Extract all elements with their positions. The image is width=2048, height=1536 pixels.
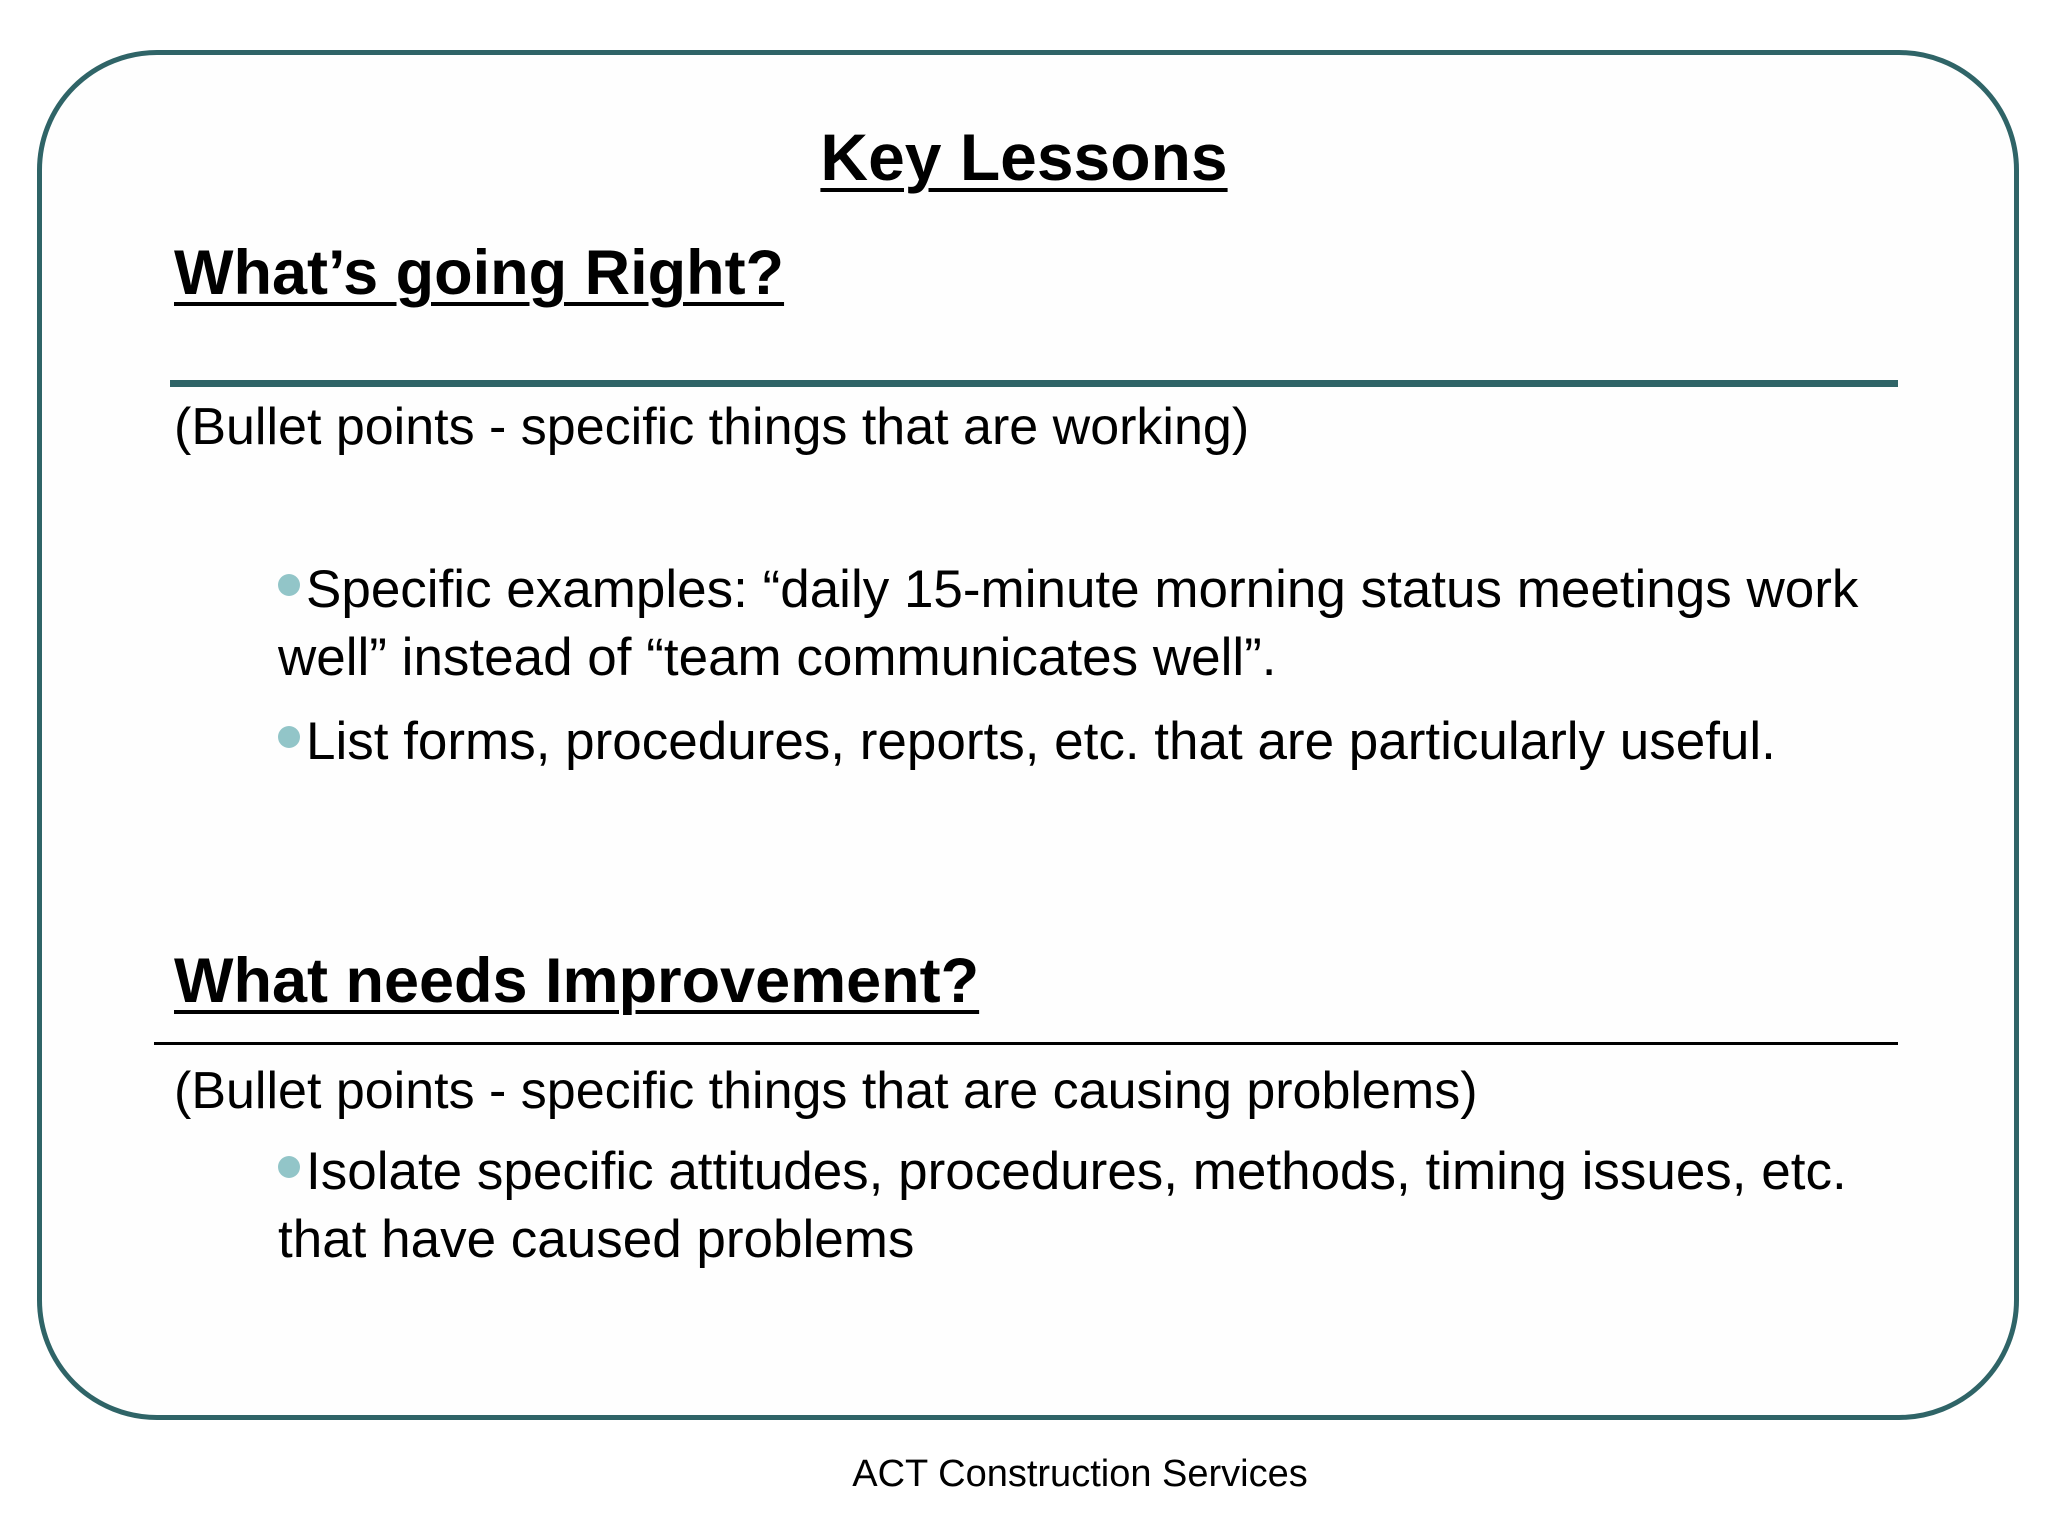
bullet-text: List forms, procedures, reports, etc. that are particularly useful. xyxy=(306,712,1776,771)
bullet-dot-icon xyxy=(278,726,300,748)
bullet-item xyxy=(278,708,1888,776)
section-heading-needs-improvement: What needs Improvement? xyxy=(174,946,980,1016)
bullet-dot-icon xyxy=(278,574,300,596)
bullet-item xyxy=(278,1138,1888,1274)
section-note-problems: (Bullet points - specific things that are causing problems) xyxy=(174,1062,1478,1120)
section-heading-going-right: What’s going Right? xyxy=(174,238,785,308)
bullet-dot-icon xyxy=(278,1156,300,1178)
bullet-text: Specific examples: “daily 15-minute morning status meetings work well” instead of “team communicates well”. xyxy=(278,560,1859,687)
slide-title: Key Lessons xyxy=(820,120,1228,194)
section-note-working: (Bullet points - specific things that are working) xyxy=(174,398,1250,456)
section-divider-thick xyxy=(170,380,1898,387)
section-divider-thin xyxy=(154,1042,1898,1045)
footer-company-name: ACT Construction Services xyxy=(852,1453,1308,1495)
bullet-text: Isolate specific attitudes, procedures, methods, timing issues, etc. that have caused problems xyxy=(278,1142,1847,1269)
bullet-item xyxy=(278,556,1888,692)
